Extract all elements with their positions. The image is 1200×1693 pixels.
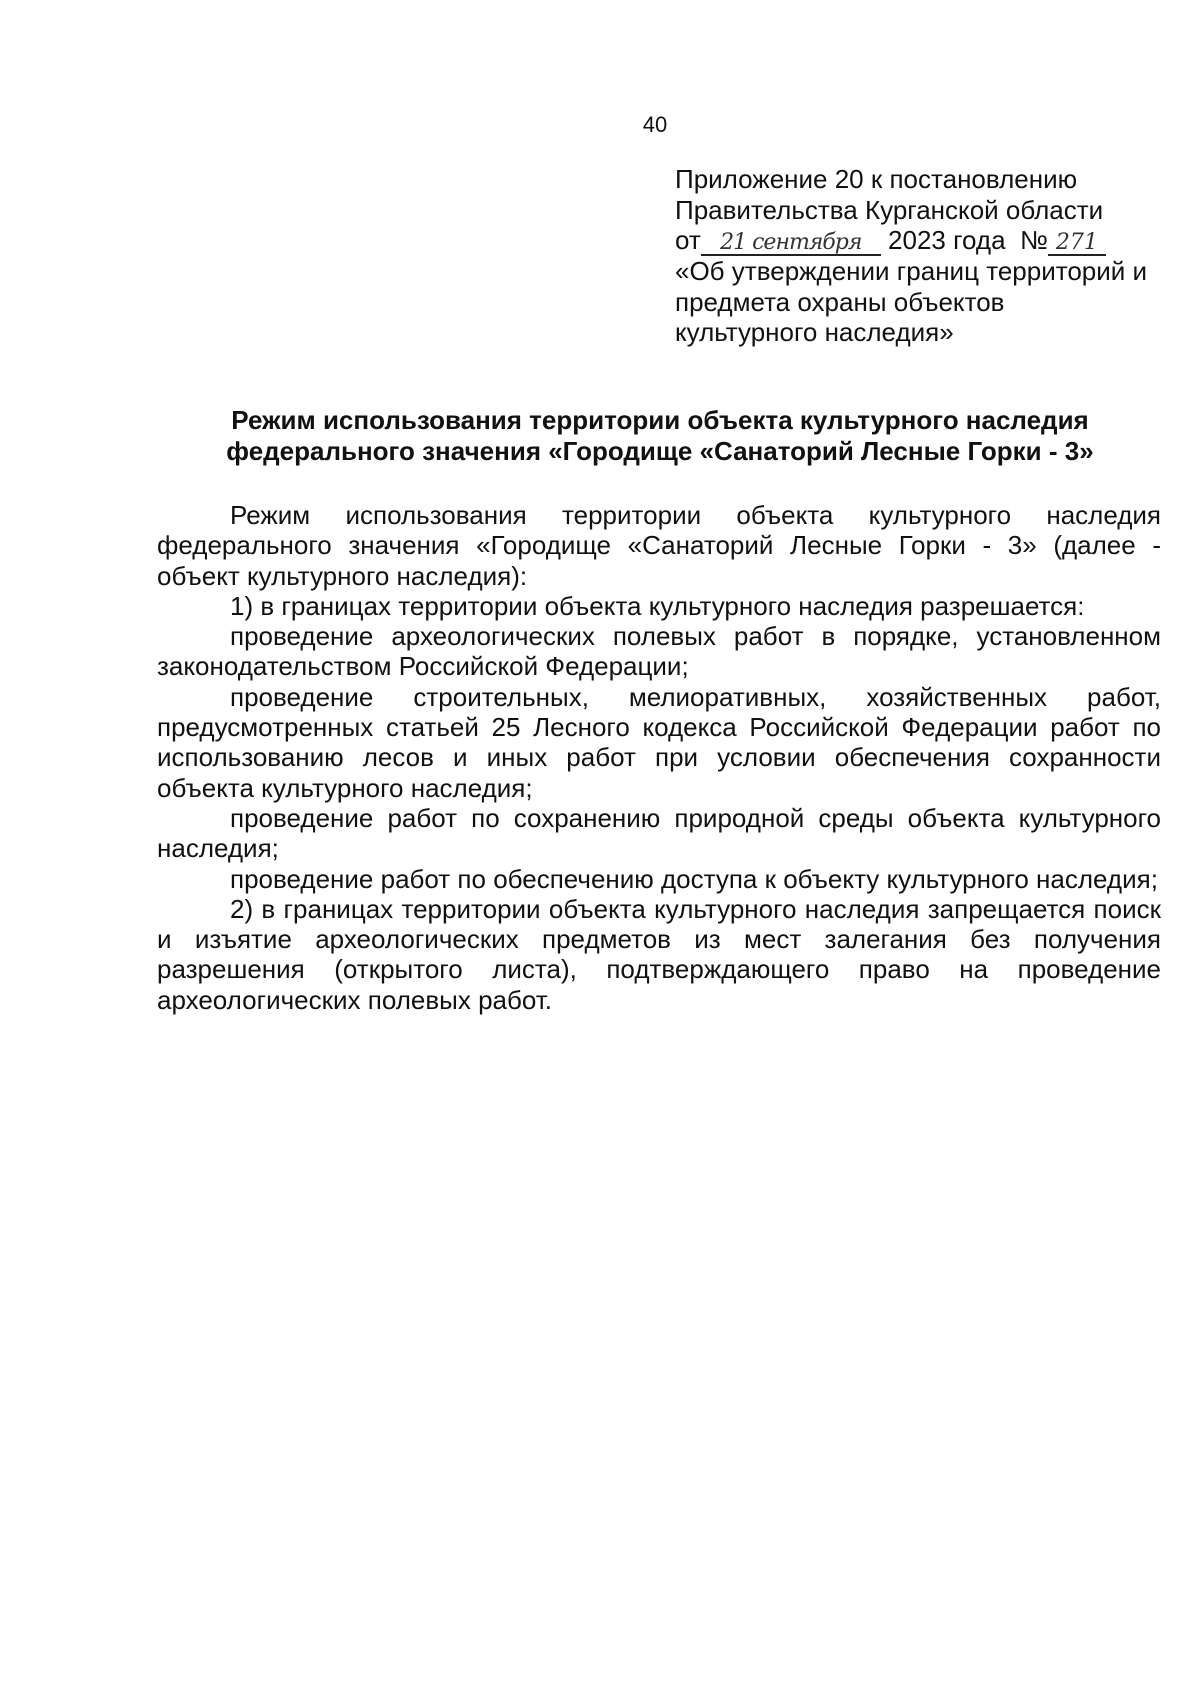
paragraph-permitted-4: проведение работ по обеспечению доступа к объекту культурного наследия; <box>230 863 1158 894</box>
appendix-ot: от <box>675 225 701 255</box>
paragraph-prohibited: 2) в границах территории объекта культурного наследия запрещается поиск и изъятие археологических предметов из мест залегания без получения разрешения (открытого листа), подтверждающего право на проведение археологических полевых работ. <box>157 893 1161 1015</box>
appendix-block <box>675 164 1175 348</box>
title-line-1: Режим использования территории объекта культурного наследия <box>231 405 1089 435</box>
title-line-2: федерального значения «Городище «Санаторий Лесные Горки - 3» <box>226 436 1094 466</box>
appendix-line-1: Приложение 20 к постановлению <box>675 164 1078 194</box>
document-title <box>150 405 1170 467</box>
paragraph-permitted-2: проведение строительных, мелиоративных, хозяйственных работ, предусмотренных статьей 25 Лесного кодекса Российской Федерации работ по использованию лесов и иных работ при условии обеспечения сохранности объекта культурного наследия; <box>157 681 1161 803</box>
handwritten-date: 21 сентября <box>701 232 881 256</box>
paragraph-permitted-1: проведение археологических полевых работ в порядке, установленном законодательством Российской Федерации; <box>157 621 1161 682</box>
appendix-line-5: предмета охраны объектов <box>675 286 1005 317</box>
page-number: 40 <box>642 112 668 137</box>
paragraph-permitted-heading: 1) в границах территории объекта культурного наследия разрешается: <box>230 590 1085 621</box>
number-sign: № <box>1019 225 1048 255</box>
appendix-line-4: «Об утверждении границ территорий и <box>675 256 1148 286</box>
appendix-line-2: Правительства Курганской области <box>675 194 1104 225</box>
paragraph-intro: Режим использования территории объекта культурного наследия федерального значения «Городище «Санаторий Лесные Горки - 3» (далее - объект культурного наследия): <box>157 500 1161 591</box>
appendix-line-3 <box>675 225 1175 256</box>
handwritten-number: 271 <box>1048 232 1106 256</box>
appendix-line-6: культурного наследия» <box>675 317 954 347</box>
document-body <box>157 500 1161 1015</box>
paragraph-permitted-3: проведение работ по сохранению природной среды объекта культурного наследия; <box>157 802 1161 864</box>
appendix-year: 2023 года <box>888 225 1006 255</box>
